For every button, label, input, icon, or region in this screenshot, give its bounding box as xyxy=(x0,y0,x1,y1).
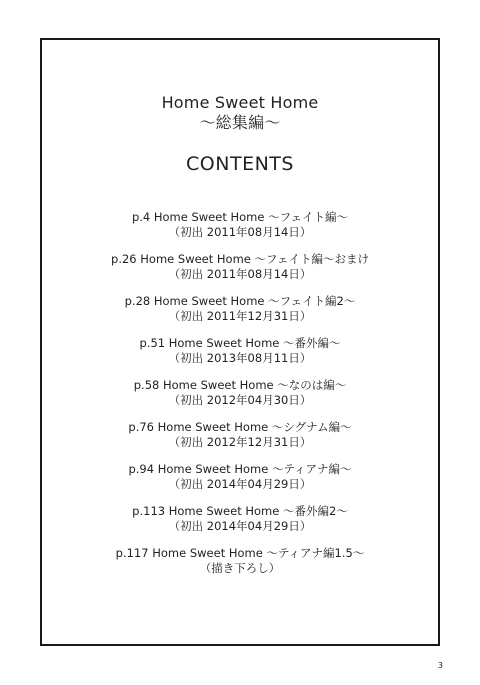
toc-entry xyxy=(0,378,480,420)
toc-entry-note: （初出 2011年12月31日） xyxy=(168,309,312,323)
toc-entry-title: p.51 Home Sweet Home 〜番外編〜 xyxy=(139,336,341,350)
table-of-contents xyxy=(0,210,480,588)
toc-entry-note: （初出 2014年04月29日） xyxy=(168,519,312,533)
toc-entry-title: p.76 Home Sweet Home 〜シグナム編〜 xyxy=(128,420,352,434)
toc-entry-title: p.28 Home Sweet Home 〜フェイト編2〜 xyxy=(124,294,356,308)
toc-entry-note: （初出 2011年08月14日） xyxy=(168,225,312,239)
toc-entry-title: p.58 Home Sweet Home 〜なのは編〜 xyxy=(133,378,347,392)
toc-entry-note: （初出 2014年04月29日） xyxy=(168,477,312,491)
toc-entry-note: （初出 2012年12月31日） xyxy=(168,435,312,449)
toc-entry-title: p.26 Home Sweet Home 〜フェイト編〜おまけ xyxy=(111,252,369,266)
page-number: 3 xyxy=(437,661,443,670)
toc-entry-title: p.117 Home Sweet Home 〜ティアナ編1.5〜 xyxy=(115,546,365,560)
toc-entry-title: p.94 Home Sweet Home 〜ティアナ編〜 xyxy=(128,462,352,476)
toc-entry-title: p.113 Home Sweet Home 〜番外編2〜 xyxy=(132,504,348,518)
toc-entry-note: （初出 2011年08月14日） xyxy=(168,267,312,281)
contents-heading: CONTENTS xyxy=(186,153,294,175)
toc-entry xyxy=(0,336,480,378)
toc-entry xyxy=(0,210,480,252)
toc-entry-note: （初出 2012年04月30日） xyxy=(168,393,312,407)
toc-entry xyxy=(0,420,480,462)
toc-entry-title: p.4 Home Sweet Home 〜フェイト編〜 xyxy=(131,210,349,224)
toc-entry xyxy=(0,504,480,546)
toc-entry xyxy=(0,294,480,336)
book-subtitle: 〜総集編〜 xyxy=(199,113,281,132)
toc-entry xyxy=(0,546,480,588)
toc-entry xyxy=(0,462,480,504)
toc-entry xyxy=(0,252,480,294)
book-title: Home Sweet Home xyxy=(161,93,319,112)
toc-entry-note: （初出 2013年08月11日） xyxy=(168,351,312,365)
toc-entry-note: （描き下ろし） xyxy=(199,561,281,575)
